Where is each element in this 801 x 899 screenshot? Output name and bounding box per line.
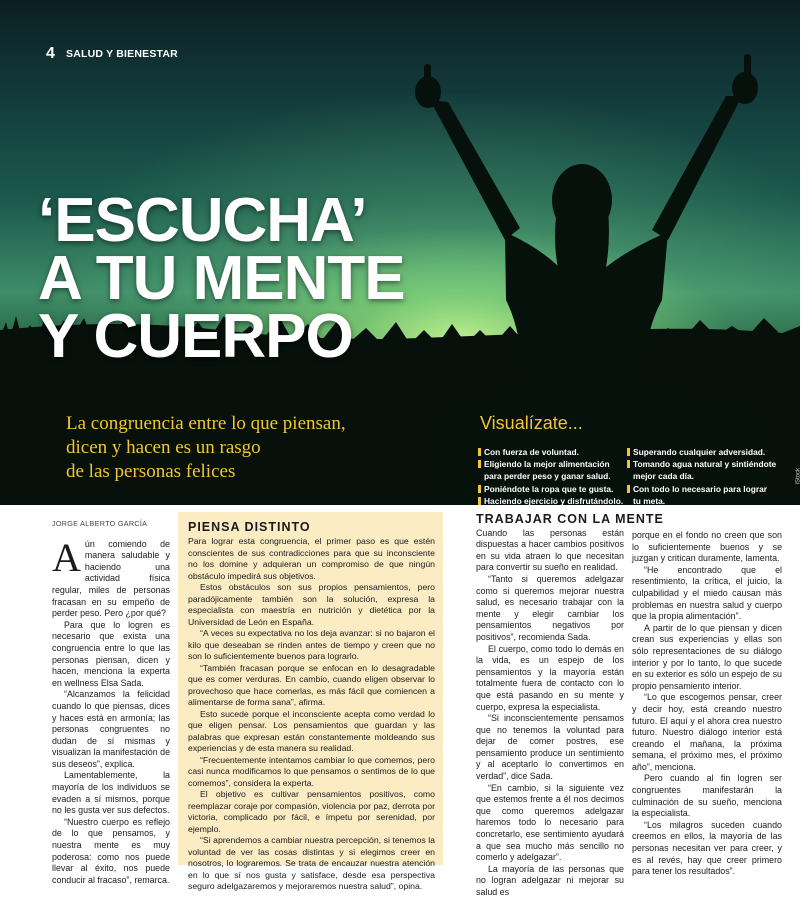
- headline-line: A TU MENTE: [38, 244, 405, 313]
- sidebar-paragraph: Estos obstáculos son sus propios pensamientos, pero paradójicamente también son la solución, expresa la especialista con maestría en nutrición y dietética por la Universidad de León en España.: [188, 582, 435, 627]
- list-item: Haciendo ejercicio y disfrutándolo.: [478, 495, 628, 507]
- body-paragraph: “Lo que escogemos pensar, creer y decir hoy, está creando nuestro futuro. El aquí y el ahora crea nuestro futuro. Nuestro diálogo interior está creando el mañana, la próxima semana, el próximo mes, el próximo año”, menciona.: [632, 692, 782, 772]
- article-column-4: [632, 530, 782, 878]
- body-paragraph: “Tanto si queremos adelgazar como si queremos mejorar nuestra salud, es necesario trabajar con la mente y elegir cambiar los pensamientos negativos por positivos”, recomienda Sada.: [476, 573, 624, 642]
- body-paragraph: Lamentablemente, la mayoría de los individuos se evaden a sí mismos, porque no les gusta ver sus defectos.: [52, 770, 170, 816]
- drop-cap: A: [52, 534, 81, 580]
- sidebar-paragraph: “A veces su expectativa no los deja avanzar: si no bajaron el kilo que deseaban se rinden antes de tiempo y creen que no son lo suficientemente buenos para lograrlo.: [188, 628, 435, 661]
- visualizate-list-left: [478, 446, 628, 507]
- sidebar-paragraph: “Si aprendemos a cambiar nuestra percepción, si tenemos la voluntad de ver las cosas distintas y si elegimos creer en nosotros, lo lograremos. Se trata de encauzar nuestra atención en lo que sí nos gusta y satisface, desde esa perspectiva seguro adelgazaremos y mejoraremos nuestra salud”, opina.: [188, 835, 435, 891]
- subhead-line: de las personas felices: [66, 461, 236, 482]
- list-item: Tomando agua natural y sintiéndote mejor cada día.: [627, 458, 777, 482]
- article-column-1: [52, 518, 170, 886]
- section-heading: TRABAJAR CON LA MENTE: [476, 512, 664, 526]
- sidebar-title: PIENSA DISTINTO: [188, 520, 311, 534]
- sidebar-paragraph: Esto sucede porque el inconsciente acepta como verdad lo que eligen pensar. Los pensamientos que guardan y las palabras que expresan están constantemente moldeando sus experiencias y de esta manera su realidad.: [188, 708, 435, 753]
- body-paragraph: porque en el fondo no creen que son lo suficientemente buenos y se juzgan y critican duramente, lamenta.: [632, 530, 782, 564]
- lead-paragraph: Aún comiendo de manera saludable y haciendo una actividad física regular, miles de personas fracasan en su empeño de perder peso. Pero ¿por qué?: [52, 534, 170, 619]
- body-paragraph: “Si inconscientemente pensamos que no tenemos la voluntad para dejar de comer postres, ese pensamiento produce un sentimiento y al aceptarlo lo convertimos en verdad”, dice Sada.: [476, 713, 624, 782]
- bullet-marker: [627, 448, 630, 456]
- visualizate-title: Visualízate...: [480, 413, 583, 433]
- subhead-line: dicen y hacen es un rasgo: [66, 437, 261, 458]
- bullet-marker: [478, 485, 481, 493]
- body-paragraph: “He encontrado que el resentimiento, la crítica, el juicio, la culpabilidad y el miedo causan más problemas en nuestra salud y cuerpo que la propia alimentación”.: [632, 564, 782, 622]
- headline-line: Y CUERPO: [38, 302, 353, 371]
- page-number: 4: [46, 45, 55, 62]
- body-paragraph: Cuando las personas están dispuestas a hacer cambios positivos en su vida atraen lo que necesitan para convertir su sueño en realidad.: [476, 527, 624, 573]
- bullet-marker: [478, 460, 481, 468]
- visualizate-list-right: [627, 446, 777, 507]
- headline-line: ‘ESCUCHA’: [38, 186, 367, 255]
- sidebar-paragraph: Para lograr esta congruencia, el primer paso es que estén conscientes de sus contradicciones para que su inconsciente no los domine y adquieran un compromiso de que ningún obstáculo impedirá sus objetivos.: [188, 536, 435, 581]
- body-paragraph: “Los milagros suceden cuando creemos en ellos, la mayoría de las personas necesitan ver para creer, y es al revés, hay que creer primero para tener los resultados”.: [632, 819, 782, 877]
- author-byline: JORGE ALBERTO GARCÍA: [52, 519, 148, 528]
- bullet-marker: [478, 497, 481, 505]
- body-paragraph: La mayoría de las personas que no logran adelgazar ni mejorar su salud es: [476, 863, 624, 897]
- body-paragraph: El cuerpo, como todo lo demás en la vida, es un espejo de los pensamientos y la mayoría están totalmente fuera de contacto con lo que está pasando en su mente y cuerpo, expresa la especialista.: [476, 643, 624, 712]
- photo-credit: iStock: [795, 468, 801, 485]
- sidebar-paragraph: El objetivo es cultivar pensamientos positivos, como reemplazar coraje por compasión, violencia por paz, derrota por victoria, complicado por fácil, e ímpetu por serenidad, por ejemplo.: [188, 789, 435, 834]
- body-paragraph: “En cambio, si la siguiente vez que estemos frente a él nos decimos que como queremos adelgazar haremos todo lo necesario para concretarlo, ese sentimiento ayudará a que sea mucho más sencillo no comerlo y adelgazar”.: [476, 782, 624, 863]
- sidebar-paragraph: “También fracasan porque se enfocan en lo desagradable que es comer verduras. En cambio, cuando eligen observar lo provechoso que hace comerlas, es más fácil que comiencen a alimentarse de forma sana”, afirma.: [188, 662, 435, 707]
- subheadline: [66, 412, 426, 484]
- sidebar-box: [178, 512, 443, 891]
- subhead-line: La congruencia entre lo que piensan,: [66, 413, 346, 434]
- headline: [38, 186, 405, 371]
- section-label: SALUD Y BIENESTAR: [66, 48, 178, 60]
- article-column-3: [476, 512, 664, 899]
- sidebar-paragraph: “Frecuentemente intentamos cambiar lo que comemos, pero casi nunca modificamos lo que pensamos o sentimos de lo que comemos”, considera la experta.: [188, 754, 435, 788]
- body-paragraph: Pero cuando al fin logren ser congruentes manifestarán la culminación de su sueño, menciona la especialista.: [632, 773, 782, 819]
- body-paragraph: Para que lo logren es necesario que exista una congruencia entre lo que las personas piensan, dicen y hacen, menciona la experta en wellness Elsa Sada.: [52, 619, 170, 688]
- body-paragraph: “Alcanzamos la felicidad cuando lo que piensas, dices y haces está en armonía; las personas congruentes no dudan de sí mismas y visualizan la manifestación de sus deseos”, explica.: [52, 689, 170, 769]
- list-item: Poniéndote la ropa que te gusta.: [478, 483, 628, 495]
- bullet-marker: [627, 485, 630, 493]
- body-paragraph: A partir de lo que piensan y dicen crean sus experiencias y ellas son sólo representaciones de su diálogo interior y por lo tanto, lo que sucede en su exterior es sólo un espejo de su propio pensamiento interior.: [632, 622, 782, 691]
- list-item: Superando cualquier adversidad.: [627, 446, 777, 458]
- bullet-marker: [478, 448, 481, 456]
- list-item: Con fuerza de voluntad.: [478, 446, 628, 458]
- bullet-marker: [627, 460, 630, 468]
- list-item: Eligiendo la mejor alimentación para perder peso y ganar salud.: [478, 458, 628, 482]
- list-item: Con todo lo necesario para lograr tu meta.: [627, 483, 777, 507]
- body-paragraph: “Nuestro cuerpo es reflejo de lo que pensamos, y nuestra mente es muy poderosa: como nos puede llevar al éxito, nos puede conducir al fracaso”, remarca.: [52, 816, 170, 885]
